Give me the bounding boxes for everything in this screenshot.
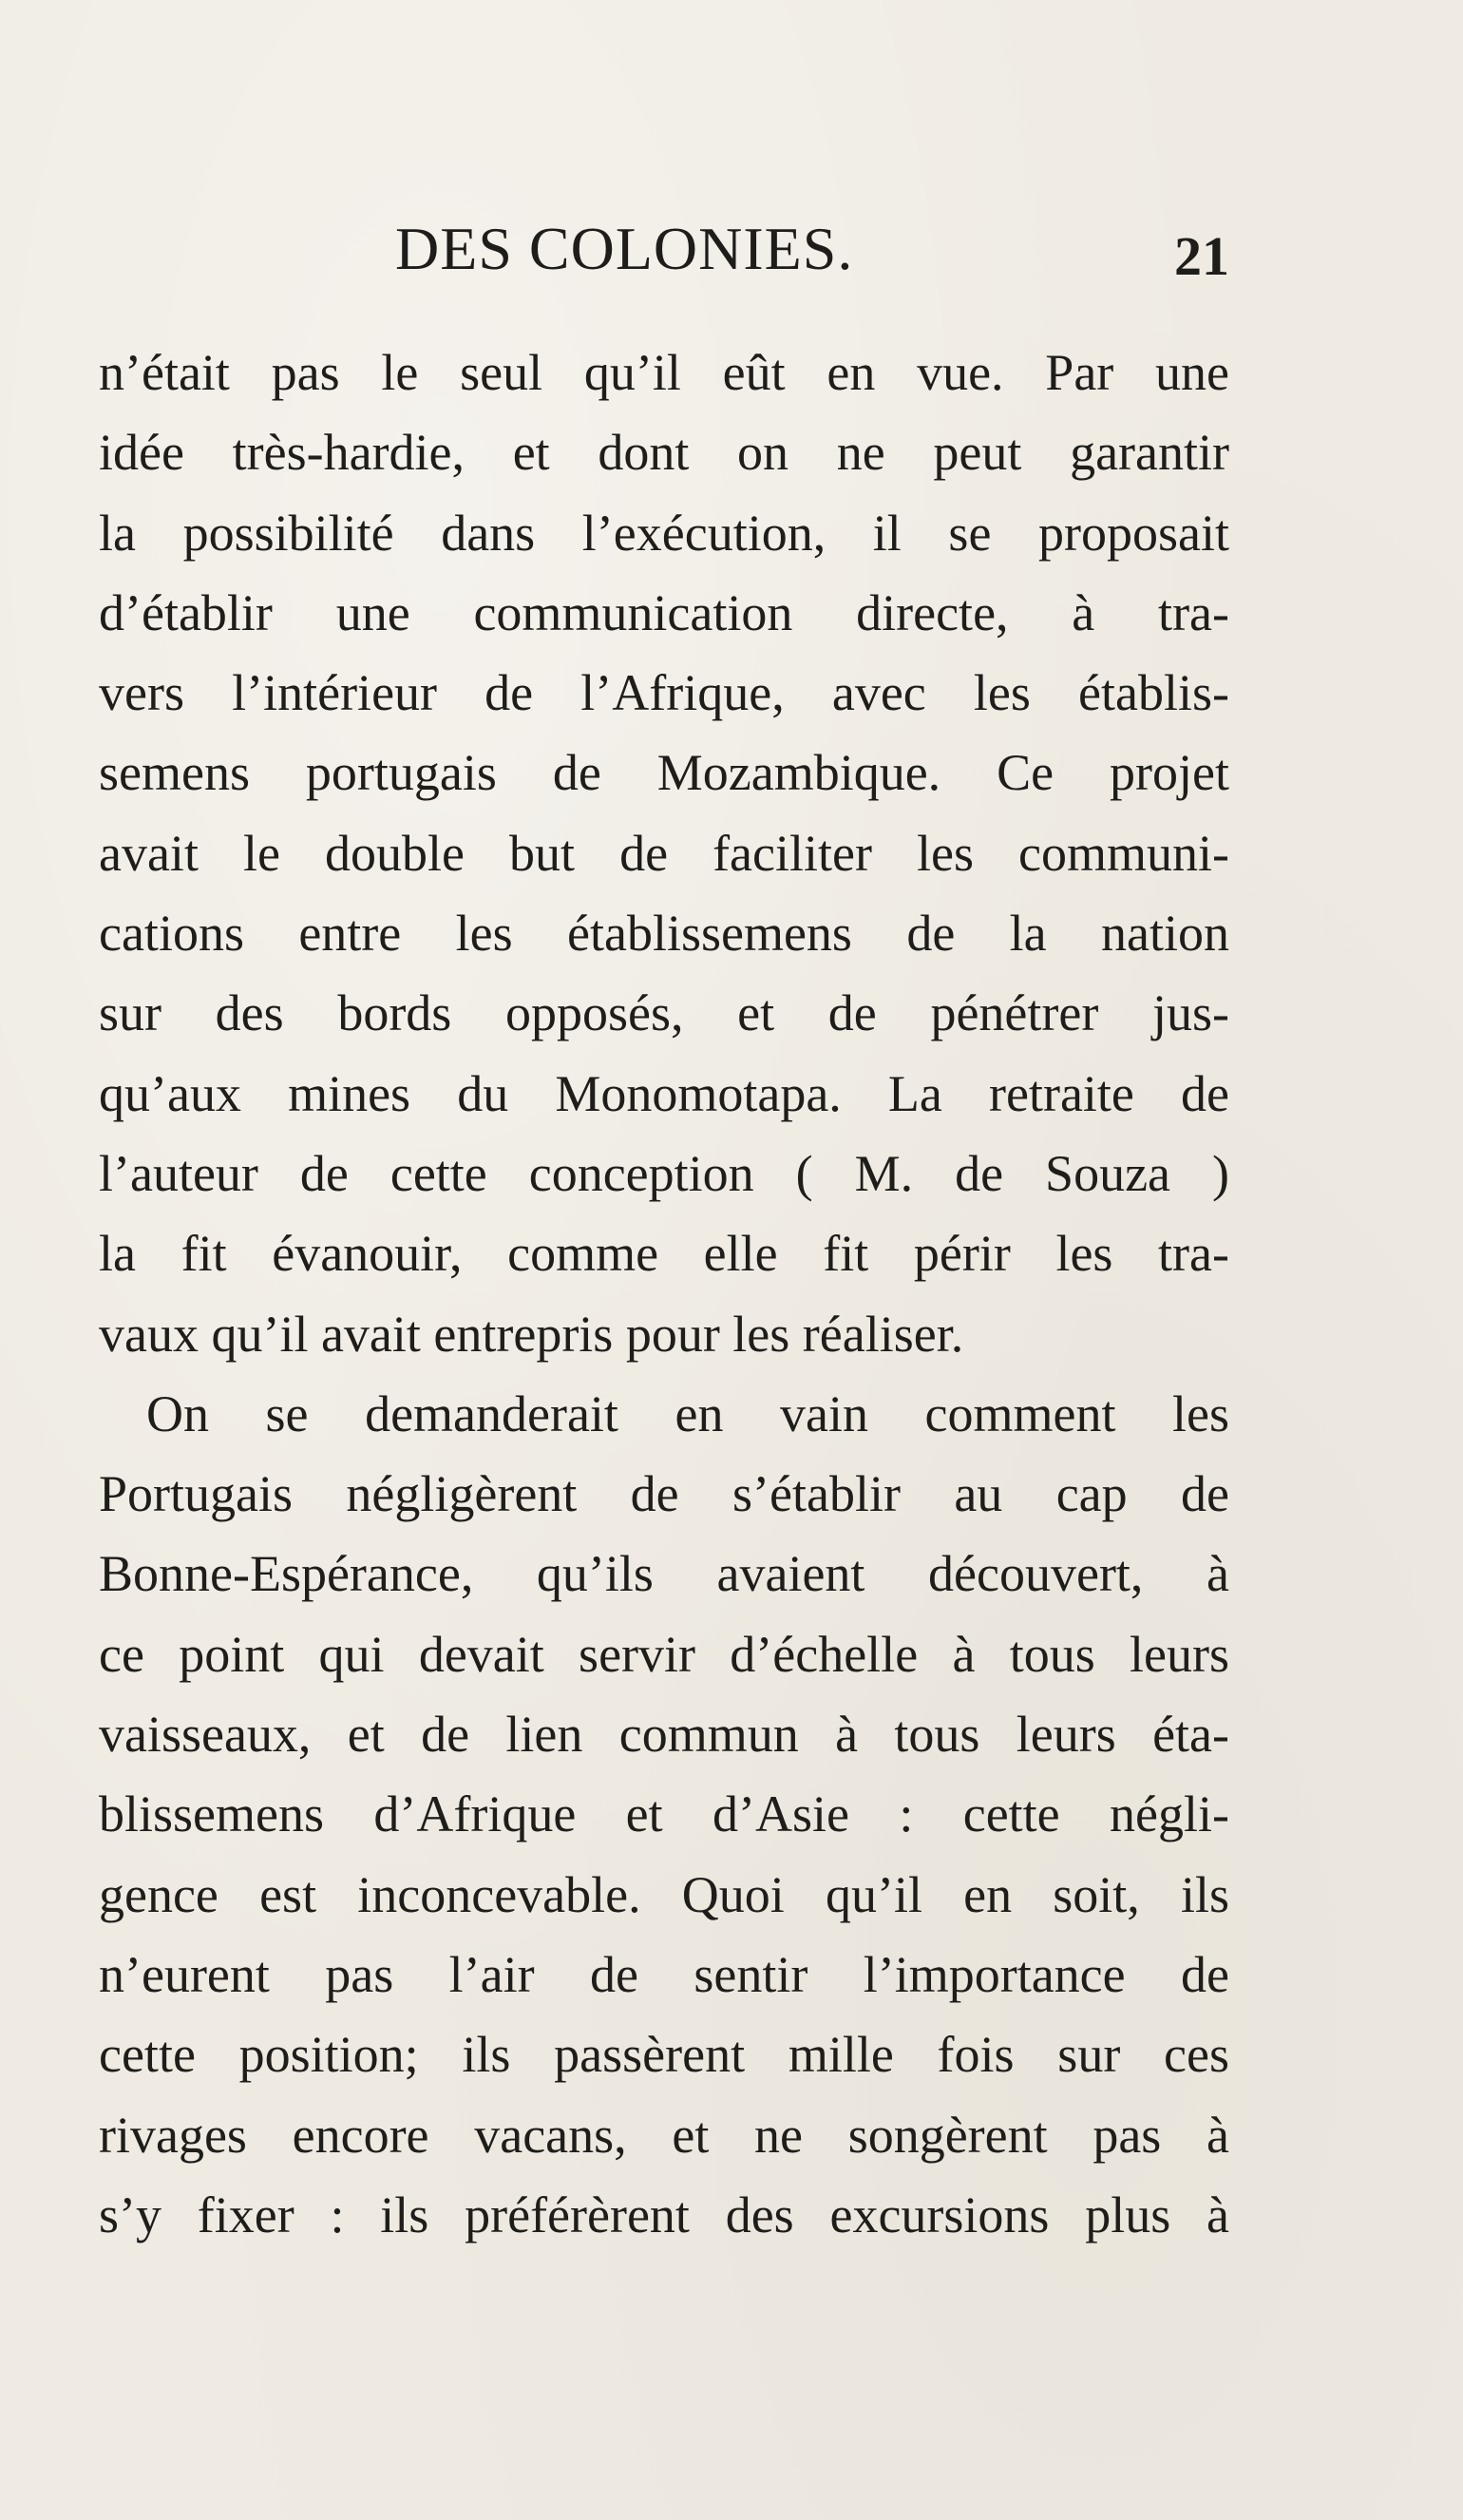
text-line: idée très-hardie, et dont on ne peut garantir: [99, 424, 1229, 482]
text-line: s’y fixer : ils préférèrent des excursions plus à: [99, 2186, 1229, 2243]
text-line: blissemens d’Afrique et d’Asie : cette négli-: [99, 1785, 1229, 1843]
text-line: rivages encore vacans, et ne songèrent pas à: [99, 2106, 1229, 2164]
text-line: d’établir une communication directe, à tra-: [99, 583, 1229, 641]
text-line: gence est inconcevable. Quoi qu’il en soit, ils: [99, 1865, 1229, 1923]
text-line: qu’aux mines du Monomotapa. La retraite de: [99, 1064, 1229, 1122]
text-line: semens portugais de Mozambique. Ce projet: [99, 744, 1229, 802]
text-line: ce point qui devait servir d’échelle à tous leurs: [99, 1625, 1229, 1683]
text-line: n’était pas le seul qu’il eût en vue. Par une: [99, 344, 1229, 401]
text-line: vers l’intérieur de l’Afrique, avec les établis-: [99, 664, 1229, 722]
text-line: vaux qu’il avait entrepris pour les réaliser.: [99, 1305, 964, 1363]
running-title: DES COLONIES.: [395, 215, 854, 282]
text-line: n’eurent pas l’air de sentir l’importance de: [99, 1945, 1229, 2003]
text-line: sur des bords opposés, et de pénétrer jus-: [99, 984, 1229, 1042]
running-head: [395, 211, 1336, 287]
text-line: avait le double but de faciliter les communi-: [99, 824, 1229, 882]
page-number: 21: [1174, 225, 1229, 287]
text-line: l’auteur de cette conception ( M. de Souza ): [99, 1144, 1229, 1202]
text-line: Bonne-Espérance, qu’ils avaient découvert, à: [99, 1545, 1229, 1603]
text-line: Portugais négligèrent de s’établir au cap de: [99, 1465, 1229, 1523]
body-text: [99, 333, 1229, 2255]
text-line: la fit évanouir, comme elle fit périr les tra-: [99, 1225, 1229, 1283]
text-line: On se demanderait en vain comment les: [146, 1384, 1229, 1442]
text-line: la possibilité dans l’exécution, il se proposait: [99, 504, 1229, 562]
text-line: cette position; ils passèrent mille fois sur ces: [99, 2026, 1229, 2084]
text-line: vaisseaux, et de lien commun à tous leurs éta-: [99, 1706, 1229, 1764]
text-line: cations entre les établissemens de la nation: [99, 905, 1229, 963]
